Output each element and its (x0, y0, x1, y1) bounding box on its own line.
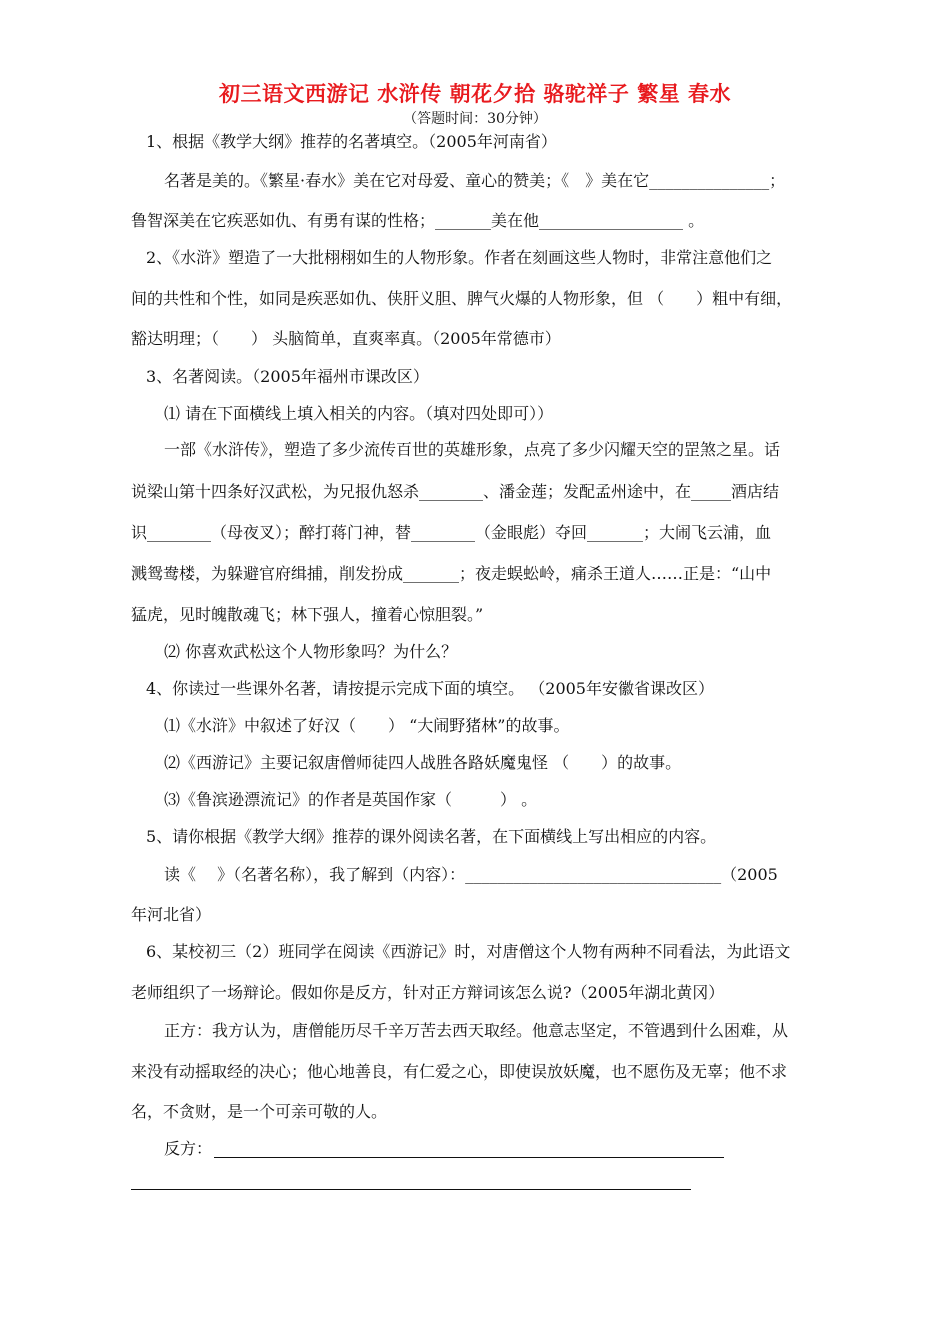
q4-item-2: ⑵《西游记》主要记叙唐僧师徒四人战胜各路妖魔鬼怪 （ ）的故事。 (164, 753, 682, 772)
q3-passage-line-5: 猛虎，见时魄散魂飞；林下强人，撞着心惊胆裂。” (131, 605, 484, 624)
q4-item-3: ⑶《鲁滨逊漂流记》的作者是英国作家（ ） 。 (164, 790, 538, 809)
q4-item-1: ⑴《水浒》中叙述了好汉（ ） “大闹野猪林”的故事。 (164, 716, 570, 735)
q6-pro-side-line-2: 来没有动摇取经的决心；他心地善良，有仁爱之心，即使误放妖魔，也不愿伤及无辜；他不求 (131, 1062, 788, 1081)
q4-prompt: 4、你读过一些课外名著，请按提示完成下面的填空。 （2005年安徽省课改区） (146, 679, 714, 698)
q5-fill-line-end: 年河北省） (131, 905, 212, 924)
q1-text-line-2: 鲁智深美在它疾恶如仇、有勇有谋的性格；_______美在他__________________ 。 (131, 211, 705, 230)
q1-text-line-1: 名著是美的。《繁星·春水》美在它对母爱、童心的赞美；《 》美在它_______________； (164, 171, 786, 190)
q5-fill-line: 读《 》（名著名称），我了解到（内容）：________________________________（2005 (164, 865, 778, 884)
q3-sub2-prompt: ⑵ 你喜欢武松这个人物形象吗？为什么？ (164, 642, 458, 661)
q3-passage-line-1: 一部《水浒传》，塑造了多少流传百世的英雄形象，点亮了多少闪耀天空的罡煞之星。话 (164, 440, 781, 459)
q6-prompt-line-1: 6、某校初三（2）班同学在阅读《西游记》时，对唐僧这个人物有两种不同看法，为此语文 (146, 942, 791, 961)
con-answer-blank-2[interactable] (131, 1189, 691, 1190)
q3-prompt: 3、名著阅读。（2005年福州市课改区） (146, 367, 429, 386)
q6-con-side-label: 反方： (164, 1139, 213, 1158)
q3-passage-line-2: 说梁山第十四条好汉武松，为兄报仇怒杀________、潘金莲；发配孟州途中，在_____酒店结 (131, 482, 780, 501)
q2-text-line-2: 间的共性和个性，如同是疾恶如仇、侠肝义胆、脾气火爆的人物形象，但 （ ）粗中有细， (131, 289, 793, 308)
q2-text-line-3: 豁达明理；（ ） 头脑简单，直爽率真。（2005年常德市） (131, 329, 561, 348)
q2-text-line-1: 2、《水浒》塑造了一大批栩栩如生的人物形象。作者在刻画这些人物时，非常注意他们之 (146, 248, 773, 267)
q3-sub1-prompt: ⑴ 请在下面横线上填入相关的内容。（填对四处即可）） (164, 404, 554, 423)
q3-passage-line-4: 溅鸳鸯楼，为躲避官府缉捕，削发扮成_______；夜走蜈蚣岭，痛杀王道人……正是：“山中 (131, 564, 772, 583)
q3-passage-line-3: 识________（母夜叉）；醉打蒋门神，替________（金眼彪）夺回_______；大闹飞云浦，血 (131, 523, 772, 542)
q1-prompt: 1、根据《教学大纲》推荐的名著填空。（2005年河南省） (146, 132, 557, 151)
page-title: 初三语文西游记 水浒传 朝花夕拾 骆驼祥子 繁星 春水 (218, 81, 732, 106)
time-limit-note: （答题时间：30分钟） (403, 111, 547, 127)
con-answer-blank-1[interactable] (214, 1157, 724, 1158)
q6-prompt-line-2: 老师组织了一场辩论。假如你是反方，针对正方辩词该怎么说?（2005年湖北黄冈） (131, 983, 725, 1002)
q5-prompt: 5、请你根据《教学大纲》推荐的课外阅读名著，在下面横线上写出相应的内容。 (146, 827, 717, 846)
q6-pro-side-line-1: 正方：我方认为，唐僧能历尽千辛万苦去西天取经。他意志坚定，不管遇到什么困难，从 (164, 1021, 789, 1040)
q6-pro-side-line-3: 名，不贪财，是一个可亲可敬的人。 (131, 1102, 388, 1121)
